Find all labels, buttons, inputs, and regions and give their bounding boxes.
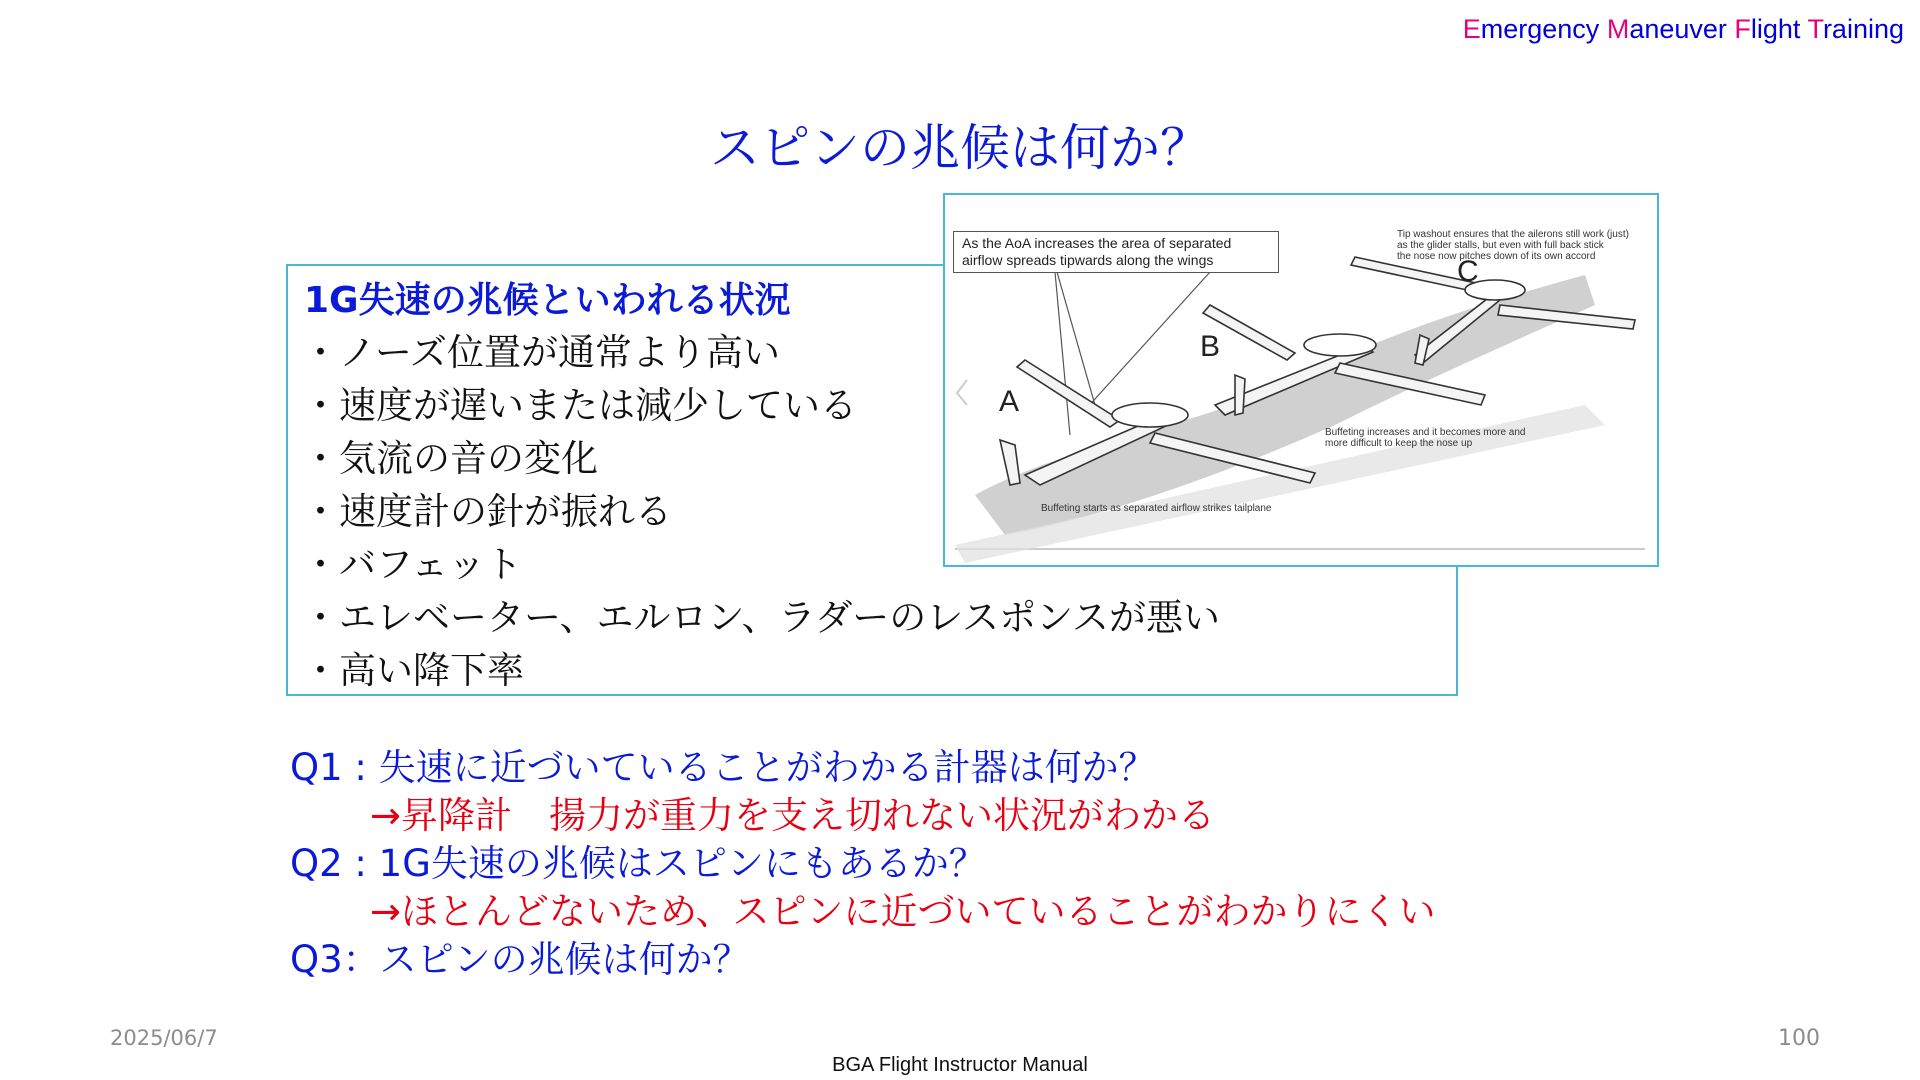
list-item: ・高い降下率 [302, 649, 524, 692]
list-item: ・気流の音の変化 [302, 437, 598, 480]
page-title: スピンの兆候は何か？ [710, 119, 1210, 177]
list-item: ・速度計の針が振れる [302, 490, 672, 533]
brand-title [1463, 14, 1904, 45]
brand-part: M [1606, 14, 1630, 44]
note-c: Tip washout ensures that the ailerons still work (just) as the glider stalls, but even with full back stick the nose now pitches down of its own accord [1397, 229, 1629, 262]
brand-part: light [1750, 14, 1808, 44]
list-item: ・速度が遅いまたは減少している [302, 384, 857, 427]
brand-part: E [1462, 14, 1481, 44]
label-b: B [1200, 330, 1221, 363]
brand-part: T [1807, 14, 1823, 44]
answer-2: →ほとんどないため、スピンに近づいていることがわかりにくい [370, 890, 1436, 933]
question-1: Q1 : 失速に近づいていることがわかる計器は何か？ [290, 746, 1156, 789]
list-item: ・ノーズ位置が通常より高い [302, 331, 781, 374]
slide-page-number: 100 [1778, 1026, 1820, 1051]
aoa-callout: As the AoA increases the area of separated airflow spreads tipwards along the wings [953, 231, 1279, 273]
question-3: Q3：スピンの兆候は何か？ [290, 938, 750, 981]
answer-1: →昇降計 揚力が重力を支え切れない状況がわかる [370, 794, 1216, 837]
label-c: C [1457, 255, 1479, 288]
slide-source: BGA Flight Instructor Manual [832, 1054, 1088, 1076]
brand-part: mergency [1480, 14, 1607, 44]
stall-illustration [943, 193, 1659, 567]
brand-part: F [1734, 14, 1751, 44]
note-a: Buffeting starts as separated airflow strikes tailplane [1041, 503, 1272, 514]
symptoms-heading: 1G失速の兆候といわれる状況 [304, 280, 791, 321]
question-2: Q2 : 1G失速の兆候はスピンにもあるか？ [290, 842, 986, 885]
list-item: ・エレベーター、エルロン、ラダーのレスポンスが悪い [302, 596, 1220, 639]
brand-part: raining [1822, 14, 1904, 44]
slide-date: 2025/06/7 [110, 1026, 218, 1050]
list-item: ・バフェット [302, 543, 523, 586]
brand-part: aneuver [1629, 14, 1735, 44]
question-answer-list [290, 744, 1436, 984]
label-a: A [999, 385, 1020, 418]
note-b: Buffeting increases and it becomes more and more difficult to keep the nose up [1325, 427, 1526, 449]
